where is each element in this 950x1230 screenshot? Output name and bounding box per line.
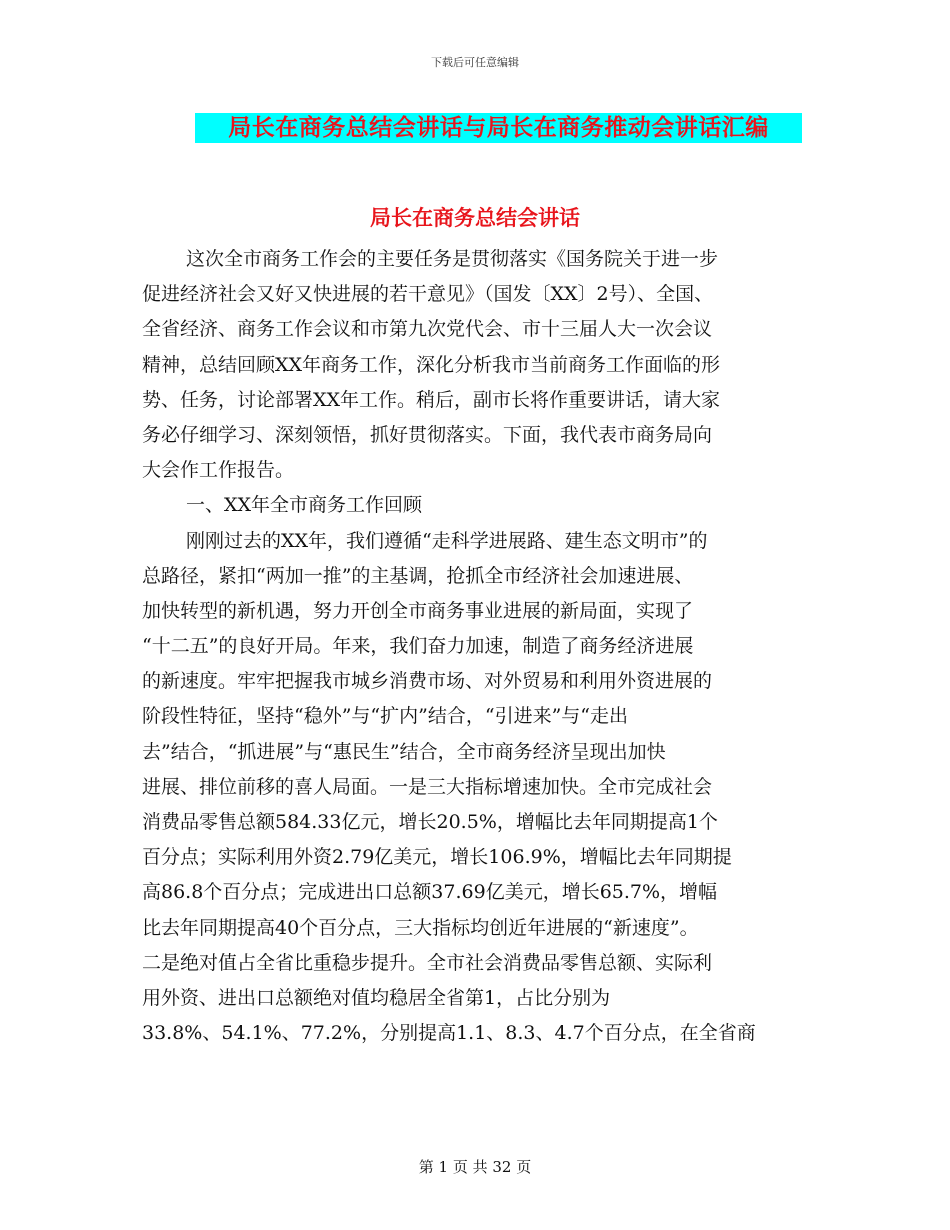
paragraph-line: 势、任务，讨论部署XX年工作。稍后，副市长将作重要讲话，请大家: [142, 388, 721, 411]
paragraph-line: 一、XX年全市商务工作回顾: [186, 494, 423, 517]
section-title: 局长在商务总结会讲话: [370, 206, 580, 230]
paragraph-line: 促进经济社会又好又快进展的若干意见》（国发〔XX〕2号）、全国、: [142, 283, 714, 306]
paragraph-line: 进展、排位前移的喜人局面。一是三大指标增速加快。全市完成社会: [142, 775, 713, 798]
paragraph-line: 阶段性特征，坚持“稳外”与“扩内”结合，“引进来”与“走出: [142, 705, 628, 728]
paragraph-line: 去”结合，“抓进展”与“惠民生”结合，全市商务经济呈现出加快: [142, 740, 666, 763]
paragraph-line: 精神，总结回顾XX年商务工作，深化分析我市当前商务工作面临的形: [142, 353, 721, 376]
paragraph-line: 刚刚过去的XX年，我们遵循“走科学进展路、建生态文明市”的: [186, 529, 708, 552]
paragraph-line: 务必仔细学习、深刻领悟，抓好贯彻落实。下面，我代表市商务局向: [142, 423, 713, 446]
body-text: [142, 242, 812, 1051]
paragraph-line: 比去年同期提高40个百分点，三大指标均创近年进展的“新速度”。: [142, 916, 699, 939]
page-header-note: 下载后可任意编辑: [431, 56, 519, 69]
paragraph-line: 百分点；实际利用外资2.79亿美元，增长106.9%，增幅比去年同期提: [142, 846, 732, 869]
document-title: 局长在商务总结会讲话与局长在商务推动会讲话汇编: [195, 113, 802, 143]
paragraph-line: 加快转型的新机遇，努力开创全市商务事业进展的新局面，实现了: [142, 599, 694, 622]
paragraph-line: 的新速度。牢牢把握我市城乡消费市场、对外贸易和利用外资进展的: [142, 670, 713, 693]
paragraph-line: 高86.8个百分点；完成进出口总额37.69亿美元，增长65.7%，增幅: [142, 881, 718, 904]
page-footer: 第 1 页 共 32 页: [418, 1158, 532, 1176]
paragraph-line: 大会作工作报告。: [142, 459, 295, 482]
paragraph-line: 这次全市商务工作会的主要任务是贯彻落实《国务院关于进一步: [186, 248, 719, 270]
paragraph-line: 总路径，紧扣“两加一推”的主基调，抢抓全市经济社会加速进展、: [142, 564, 694, 587]
paragraph-line: 全省经济、商务工作会议和市第九次党代会、市十三届人大一次会议: [142, 318, 713, 341]
paragraph-line: “十二五”的良好开局。年来，我们奋力加速，制造了商务经济进展: [142, 635, 694, 658]
paragraph-line: 用外资、进出口总额绝对值均稳居全省第1，占比分别为: [142, 986, 611, 1009]
paragraph-line: 消费品零售总额584.33亿元，增长20.5%，增幅比去年同期提高1个: [142, 811, 718, 833]
paragraph-line: 33.8%、54.1%、77.2%，分别提高1.1、8.3、4.7个百分点，在全省商: [142, 1022, 756, 1045]
paragraph-line: 二是绝对值占全省比重稳步提升。全市社会消费品零售总额、实际利: [142, 951, 713, 974]
